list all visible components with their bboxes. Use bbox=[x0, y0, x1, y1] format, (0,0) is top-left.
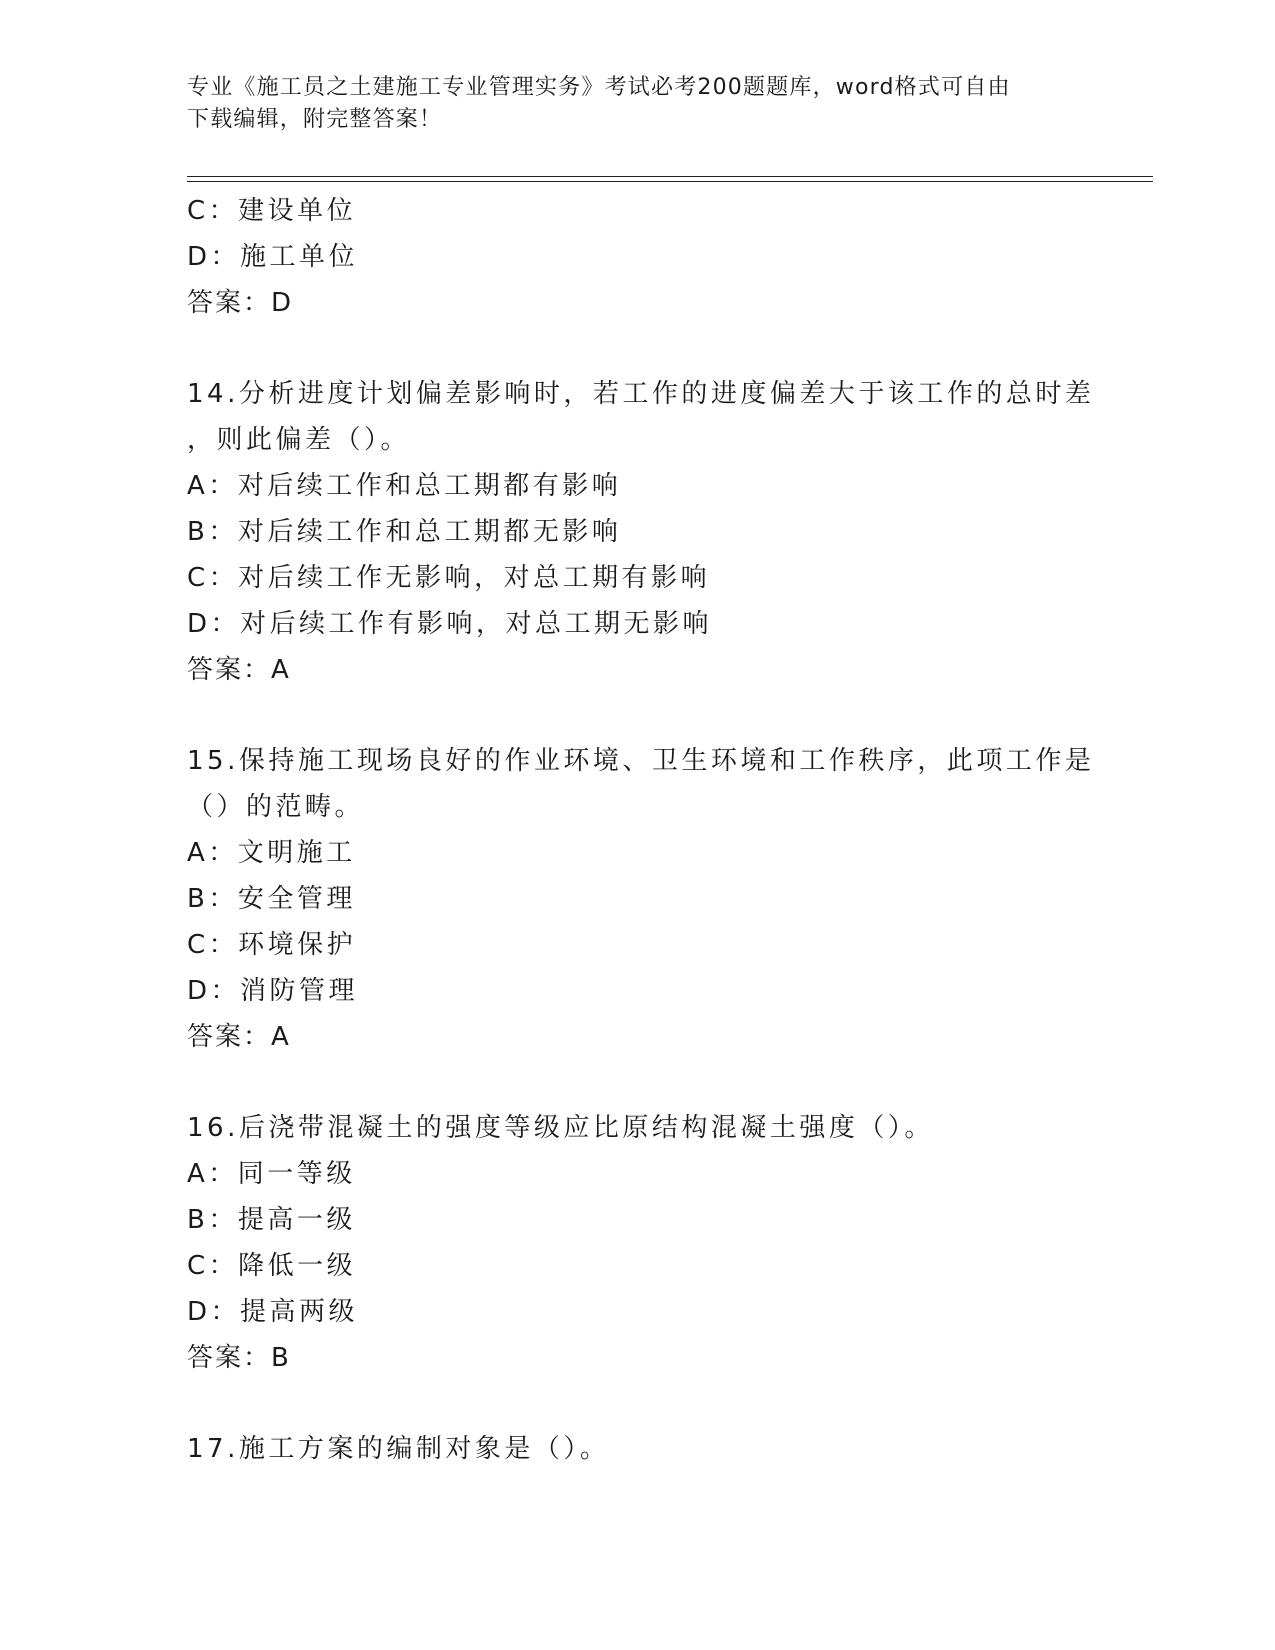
answer: 答案：D bbox=[187, 288, 294, 318]
question-stem: 15.保持施工现场良好的作业环境、卫生环境和工作秩序，此项工作是 bbox=[187, 746, 1095, 776]
spacer bbox=[187, 693, 1087, 738]
option-c: C：对后续工作无影响，对总工期有影响 bbox=[187, 563, 711, 593]
header-divider-bottom bbox=[187, 181, 1153, 182]
question-stem: 16.后浇带混凝土的强度等级应比原结构混凝土强度（）。 bbox=[187, 1113, 934, 1143]
question-14 bbox=[187, 371, 1095, 693]
question-stem-continued: （）的范畴。 bbox=[187, 792, 365, 822]
question-13 bbox=[187, 188, 1087, 326]
option-a: A：对后续工作和总工期都有影响 bbox=[187, 471, 622, 501]
question-stem-continued: ，则此偏差（）。 bbox=[187, 425, 411, 455]
answer: 答案：A bbox=[187, 1022, 291, 1052]
question-stem: 17.施工方案的编制对象是（）。 bbox=[187, 1434, 610, 1464]
document-header bbox=[187, 72, 1087, 136]
option-b: B：对后续工作和总工期都无影响 bbox=[187, 517, 622, 547]
answer: 答案：A bbox=[187, 655, 291, 685]
option-a: A：同一等级 bbox=[187, 1159, 356, 1189]
header-divider-top bbox=[187, 176, 1153, 177]
option-d: D：提高两级 bbox=[187, 1297, 359, 1327]
option-c: C：环境保护 bbox=[187, 930, 357, 960]
spacer bbox=[187, 326, 1087, 371]
option-d: D：消防管理 bbox=[187, 976, 359, 1006]
option-d: D：施工单位 bbox=[187, 242, 359, 272]
question-stem: 14.分析进度计划偏差影响时，若工作的进度偏差大于该工作的总时差 bbox=[187, 379, 1095, 409]
spacer bbox=[187, 1381, 1087, 1426]
spacer bbox=[187, 1060, 1087, 1105]
question-15 bbox=[187, 738, 1095, 1060]
question-list bbox=[187, 188, 1095, 1472]
question-17 bbox=[187, 1426, 1087, 1472]
option-b: B：提高一级 bbox=[187, 1205, 356, 1235]
option-b: B：安全管理 bbox=[187, 884, 356, 914]
option-d: D：对后续工作有影响，对总工期无影响 bbox=[187, 609, 713, 639]
option-a: A：文明施工 bbox=[187, 838, 356, 868]
option-c: C：建设单位 bbox=[187, 196, 357, 226]
answer: 答案：B bbox=[187, 1343, 291, 1373]
option-c: C：降低一级 bbox=[187, 1251, 357, 1281]
question-16 bbox=[187, 1105, 1087, 1381]
header-line-1: 专业《施工员之土建施工专业管理实务》考试必考200题题库，word格式可自由 bbox=[187, 75, 1011, 100]
header-line-2: 下载编辑，附完整答案！ bbox=[187, 107, 443, 132]
